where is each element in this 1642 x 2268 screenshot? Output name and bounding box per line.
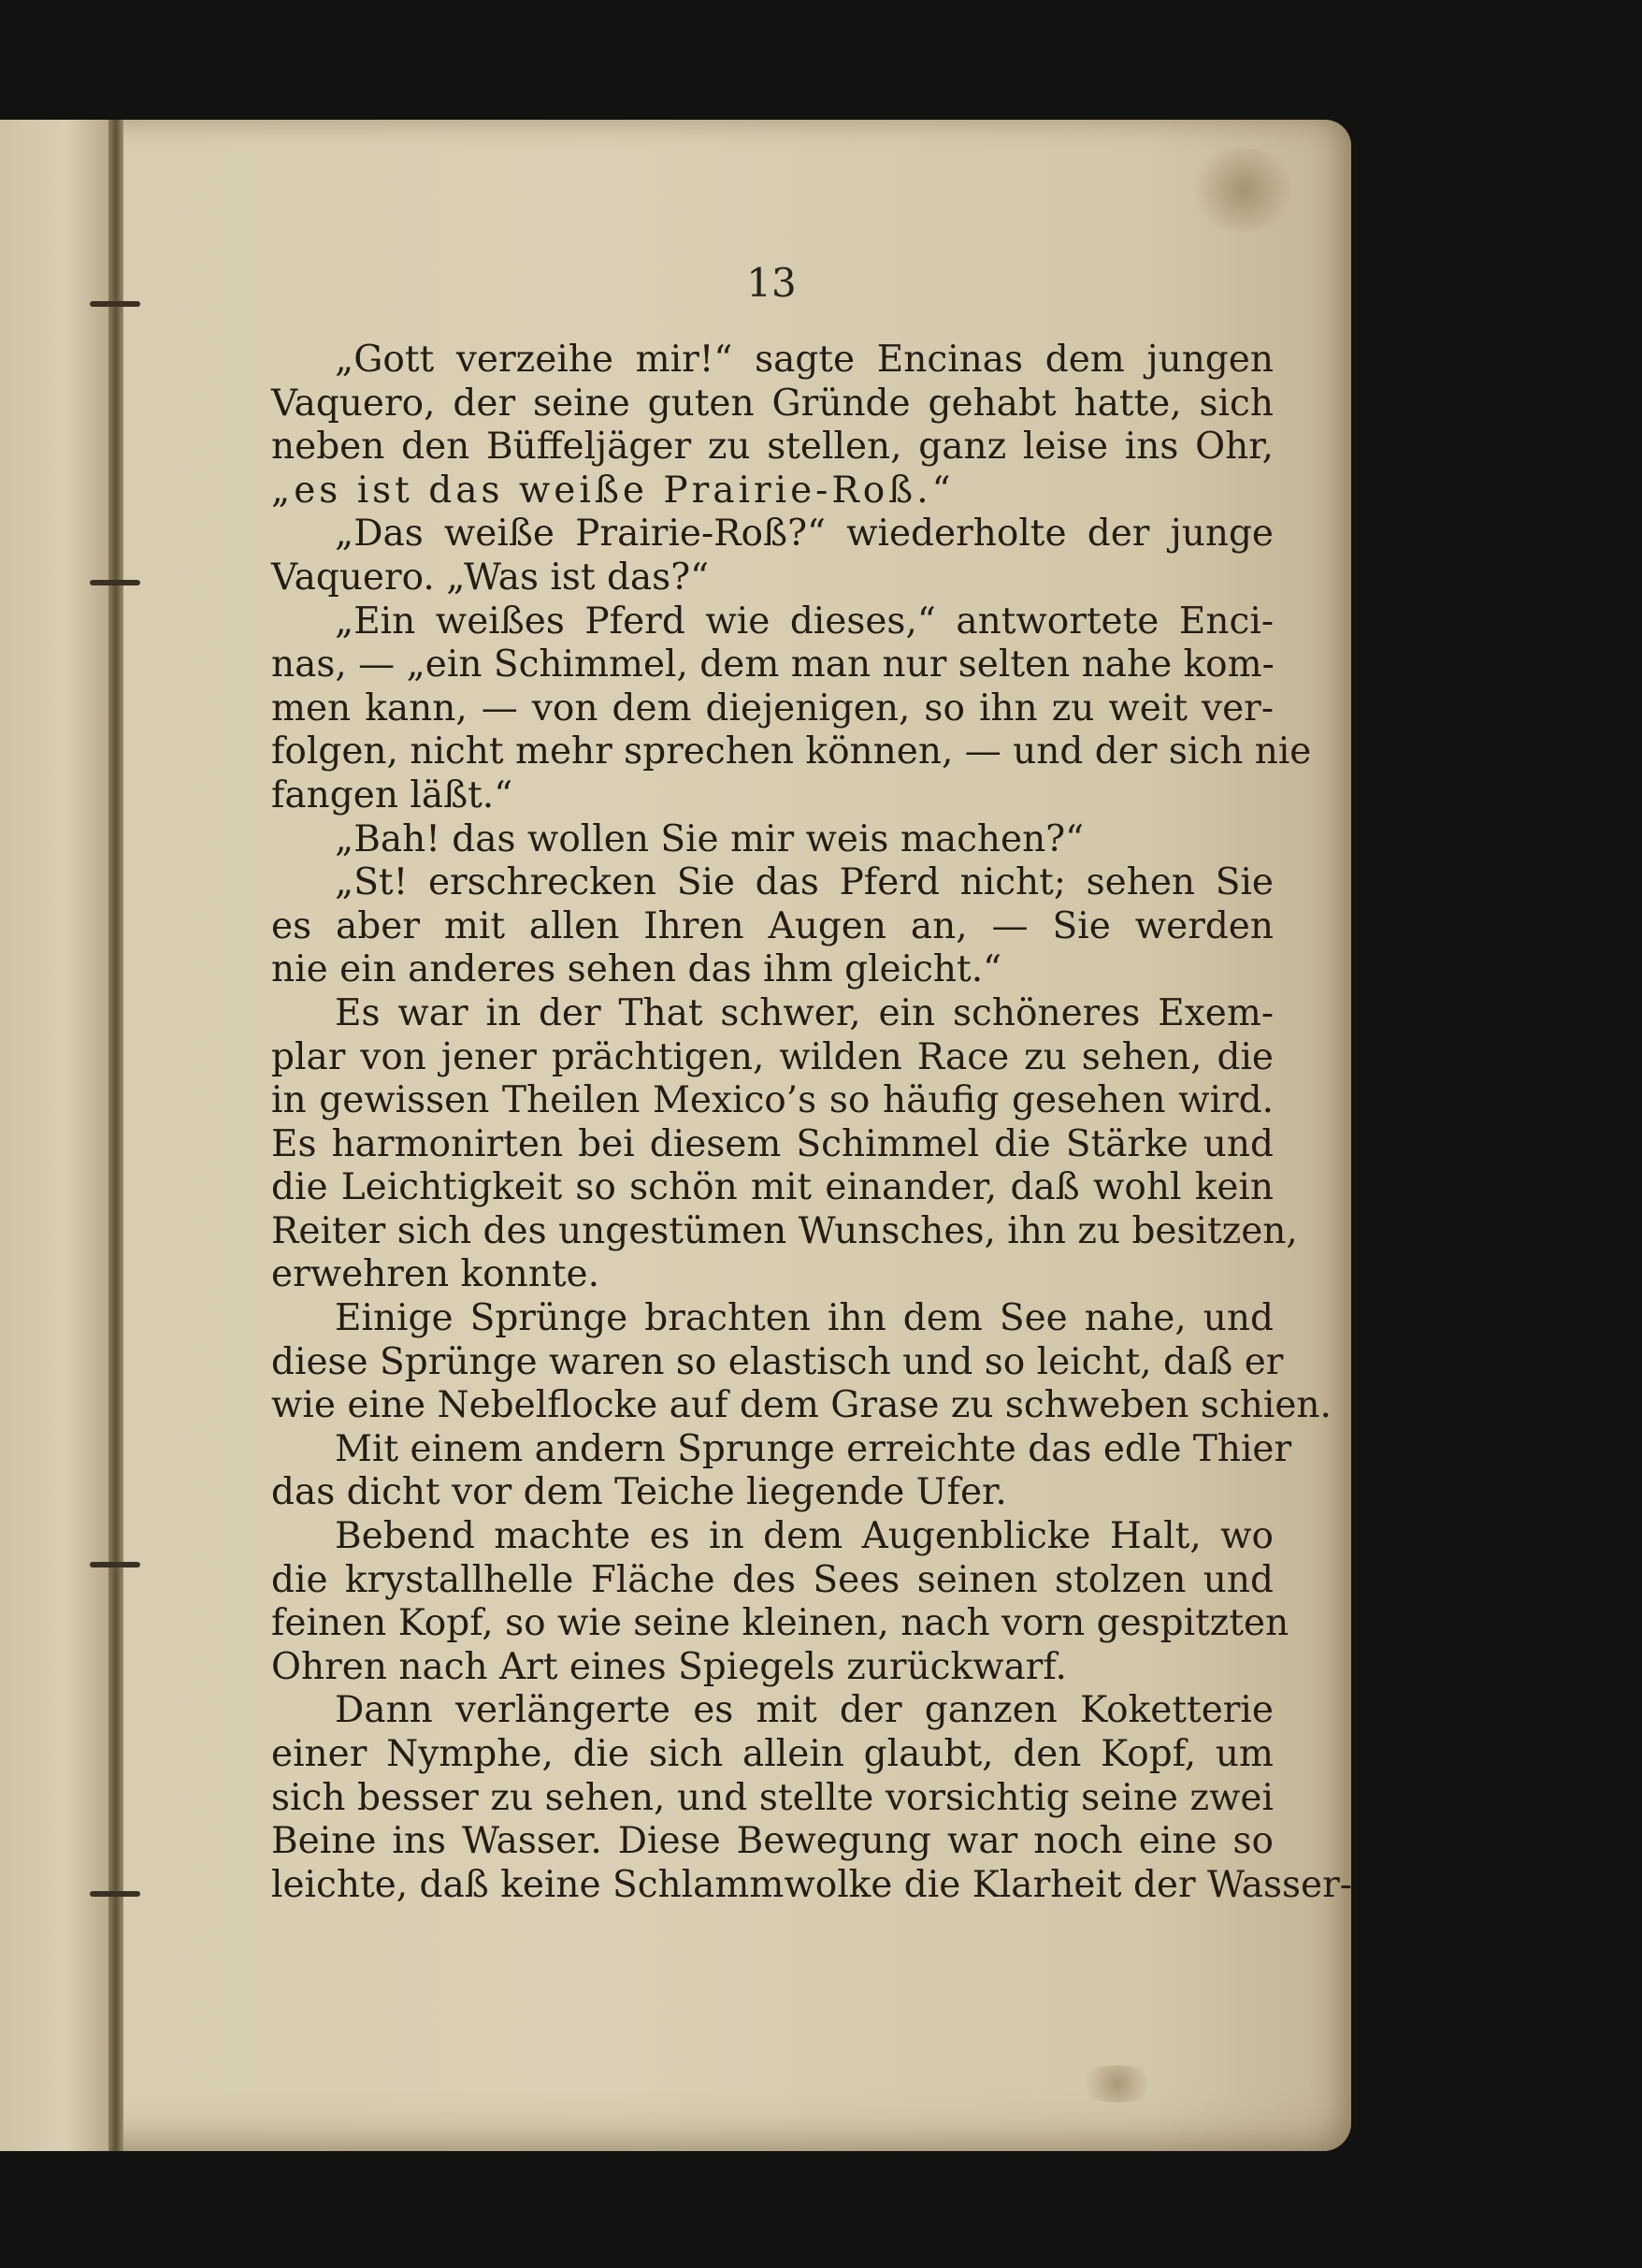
text-line: Vaquero. „Was ist das?“ <box>271 556 710 599</box>
text-line: „Das weiße Prairie-Roß?“ wiederholte der junge <box>335 513 1274 556</box>
paper-stain <box>1075 2065 1159 2102</box>
body-text <box>271 339 1352 1907</box>
text-line: Beine ins Wasser. Diese Bewegung war noch eine so <box>271 1820 1274 1863</box>
binding-thread <box>90 1891 140 1897</box>
text-line: „St! erschrecken Sie das Pferd nicht; sehen Sie <box>335 861 1274 904</box>
text-line: in gewissen Theilen Mexico’s so häufig gesehen wird. <box>271 1079 1274 1122</box>
text-line: „Ein weißes Pferd wie dieses,“ antwortete Enci- <box>335 600 1274 643</box>
text-line: Ohren nach Art eines Spiegels zurückwarf. <box>271 1645 1067 1688</box>
text-line: „es ist das weiße Prairie-Roß.“ <box>271 469 955 512</box>
binding-thread <box>90 1562 140 1567</box>
text-line: das dicht vor dem Teiche liegende Ufer. <box>271 1471 1007 1514</box>
text-line: Reiter sich des ungestümen Wunsches, ihn zu besitzen, <box>271 1209 1298 1252</box>
left-page-edge <box>0 120 110 2151</box>
text-line: diese Sprünge waren so elastisch und so leicht, daß er <box>271 1340 1284 1383</box>
page-number: 13 <box>746 260 797 306</box>
text-line: Es harmonirten bei diesem Schimmel die Stärke und <box>271 1122 1274 1165</box>
paper-stain <box>1188 148 1300 232</box>
text-line: leichte, daß keine Schlammwolke die Klarheit der Wasser- <box>271 1863 1352 1906</box>
text-line: die Leichtigkeit so schön mit einander, daß wohl kein <box>271 1166 1274 1209</box>
text-line: Einige Sprünge brachten ihn dem See nahe, und <box>335 1297 1274 1340</box>
text-line: nie ein anderes sehen das ihm gleicht.“ <box>271 948 1002 991</box>
text-line: Vaquero, der seine guten Gründe gehabt hatte, sich <box>271 382 1274 425</box>
text-line: feinen Kopf, so wie seine kleinen, nach vorn gespitzten <box>271 1602 1289 1645</box>
text-line: einer Nymphe, die sich allein glaubt, den Kopf, um <box>271 1733 1274 1775</box>
text-line: folgen, nicht mehr sprechen können, — und der sich nie <box>271 730 1312 773</box>
text-line: fangen läßt.“ <box>271 773 513 816</box>
text-line: neben den Büffeljäger zu stellen, ganz leise ins Ohr, <box>271 426 1274 469</box>
text-line: wie eine Nebelflocke auf dem Grase zu schweben schien. <box>271 1384 1332 1427</box>
text-line: Es war in der That schwer, ein schöneres Exem- <box>335 991 1274 1034</box>
text-line: „Bah! das wollen Sie mir weis machen?“ <box>335 817 1085 860</box>
text-line: men kann, — von dem diejenigen, so ihn zu weit ver- <box>271 686 1274 730</box>
book-spine <box>108 120 123 2151</box>
text-line: „Gott verzeihe mir!“ sagte Encinas dem jungen <box>335 339 1274 381</box>
text-line: plar von jener prächtigen, wilden Race zu sehen, die <box>271 1035 1274 1078</box>
binding-thread <box>90 580 140 585</box>
text-line: es aber mit allen Ihren Augen an, — Sie werden <box>271 904 1274 947</box>
text-line: nas, — „ein Schimmel, dem man nur selten nahe kom- <box>271 643 1275 686</box>
text-line: sich besser zu sehen, und stellte vorsichtig seine zwei <box>271 1776 1274 1819</box>
text-line: Mit einem andern Sprunge erreichte das edle Thier <box>335 1427 1292 1470</box>
text-line: Bebend machte es in dem Augenblicke Halt, wo <box>335 1515 1274 1558</box>
text-line: erwehren konnte. <box>271 1253 600 1296</box>
text-line: Dann verlängerte es mit der ganzen Koketterie <box>335 1689 1274 1732</box>
text-line: die krystallhelle Fläche des Sees seinen stolzen und <box>271 1558 1274 1601</box>
